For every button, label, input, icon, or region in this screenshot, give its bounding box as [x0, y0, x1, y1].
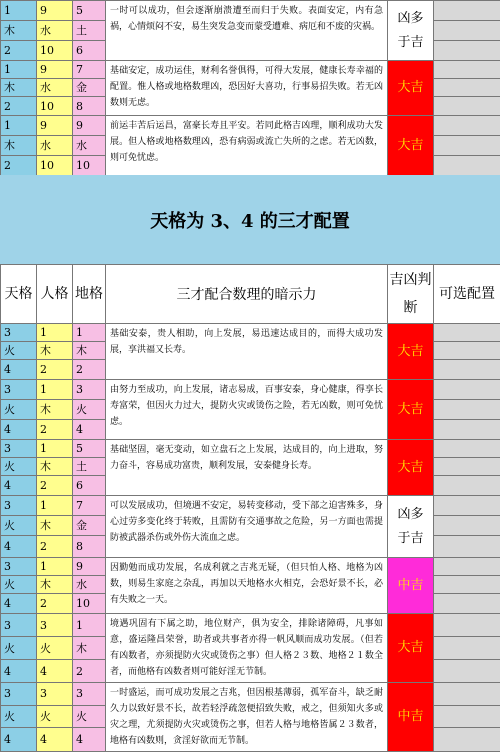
- main-config-table: [0, 264, 500, 752]
- config-number-cell: 2: [1, 97, 37, 116]
- config-number-cell: 火: [37, 705, 73, 728]
- config-number-cell: 6: [73, 41, 106, 61]
- optional-cell: [434, 1, 500, 21]
- config-number-cell: 3: [37, 614, 73, 637]
- optional-cell: [434, 116, 500, 136]
- config-number-cell: 8: [73, 97, 106, 116]
- config-number-cell: 10: [37, 41, 73, 61]
- config-description: 由努力至成功，向上发展，诸志易成，百事安泰，身心健康，得享长寿富荣，但因火力过大，提防火灾或烫伤之险，若无凶数，则可免忧虑。: [106, 380, 388, 440]
- config-number-cell: 1: [37, 496, 73, 516]
- config-number-cell: 4: [1, 536, 37, 558]
- config-number-cell: 10: [37, 156, 73, 176]
- optional-cell: [434, 476, 500, 496]
- config-number-cell: 木: [37, 516, 73, 536]
- config-number-cell: 9: [37, 1, 73, 21]
- optional-cell: [434, 496, 500, 516]
- header-optional: 可选配置: [434, 265, 500, 324]
- section-banner: [0, 175, 500, 264]
- config-row: [1, 440, 500, 458]
- config-number-cell: 火: [1, 342, 37, 360]
- optional-cell: [434, 728, 500, 752]
- config-number-cell: 7: [73, 61, 106, 79]
- optional-cell: [434, 136, 500, 156]
- judge-badge: 大吉: [388, 614, 434, 683]
- optional-cell: [434, 41, 500, 61]
- header-renge: 人格: [37, 265, 73, 324]
- config-number-cell: 1: [37, 324, 73, 342]
- optional-cell: [434, 342, 500, 360]
- config-number-cell: 火: [37, 637, 73, 660]
- optional-cell: [434, 516, 500, 536]
- config-number-cell: 木: [37, 576, 73, 594]
- config-number-cell: 4: [1, 476, 37, 496]
- config-number-cell: 3: [1, 683, 37, 706]
- config-number-cell: 1: [73, 324, 106, 342]
- config-number-cell: 水: [73, 136, 106, 156]
- config-number-cell: 3: [37, 683, 73, 706]
- optional-cell: [434, 458, 500, 476]
- config-number-cell: 木: [37, 458, 73, 476]
- config-number-cell: 水: [37, 136, 73, 156]
- config-number-cell: 2: [73, 660, 106, 683]
- optional-cell: [434, 400, 500, 420]
- config-number-cell: 10: [73, 594, 106, 614]
- judge-badge: 大吉: [388, 380, 434, 440]
- config-number-cell: 4: [1, 420, 37, 440]
- config-number-cell: 水: [37, 79, 73, 97]
- config-number-cell: 木: [73, 637, 106, 660]
- config-number-cell: 3: [73, 380, 106, 400]
- config-number-cell: 2: [37, 476, 73, 496]
- optional-cell: [434, 420, 500, 440]
- config-number-cell: 4: [37, 660, 73, 683]
- config-description: 境遇巩固有下属之助，地位财产，俱为安全，排除诸障碍，凡事如意，盛运隆昌荣誉，助者或共事者亦得一帆风顺而成功发展。（但若有凶数者，亦须提防火灾或烫伤之事）但人格２３数、地格２１数全者，而他格有凶数者则可能好淫无节制。: [106, 614, 388, 683]
- config-number-cell: 9: [73, 558, 106, 576]
- config-number-cell: 土: [73, 458, 106, 476]
- judge-badge: 中吉: [388, 558, 434, 614]
- config-description: 因勤勉而成功发展，名成利就之吉兆无疑，（但只怕人格、地格为凶数，则易生家庭之杂乱，再加以天地格水火相克，会恐好景不长，必有失败之一天。: [106, 558, 388, 614]
- config-number-cell: 9: [37, 61, 73, 79]
- config-number-cell: 3: [1, 380, 37, 400]
- table-header-row: [1, 265, 500, 324]
- optional-cell: [434, 576, 500, 594]
- top-config-row: [1, 61, 500, 79]
- config-number-cell: 2: [73, 360, 106, 380]
- config-number-cell: 1: [1, 116, 37, 136]
- config-row: [1, 614, 500, 637]
- judge-badge: 大吉: [388, 324, 434, 380]
- config-number-cell: 10: [73, 156, 106, 176]
- optional-cell: [434, 705, 500, 728]
- config-number-cell: 5: [73, 1, 106, 21]
- config-number-cell: 火: [1, 516, 37, 536]
- optional-cell: [434, 594, 500, 614]
- config-number-cell: 4: [37, 728, 73, 752]
- optional-cell: [434, 440, 500, 458]
- config-number-cell: 5: [73, 440, 106, 458]
- optional-cell: [434, 637, 500, 660]
- config-row: [1, 324, 500, 342]
- config-number-cell: 2: [37, 360, 73, 380]
- judge-badge: 大吉: [388, 61, 434, 116]
- config-number-cell: 3: [1, 324, 37, 342]
- config-number-cell: 木: [73, 342, 106, 360]
- optional-cell: [434, 660, 500, 683]
- config-number-cell: 土: [73, 21, 106, 41]
- judge-badge: 大吉: [388, 440, 434, 496]
- config-number-cell: 1: [37, 440, 73, 458]
- optional-cell: [434, 324, 500, 342]
- judge-badge: 凶多于吉: [388, 1, 434, 61]
- header-dige: 地格: [73, 265, 106, 324]
- config-number-cell: 火: [1, 400, 37, 420]
- config-number-cell: 1: [73, 614, 106, 637]
- optional-cell: [434, 380, 500, 400]
- config-number-cell: 3: [1, 558, 37, 576]
- config-number-cell: 1: [1, 1, 37, 21]
- config-number-cell: 金: [73, 516, 106, 536]
- optional-cell: [434, 79, 500, 97]
- config-number-cell: 3: [1, 440, 37, 458]
- header-description: 三才配合数理的暗示力: [106, 265, 388, 324]
- config-number-cell: 1: [37, 380, 73, 400]
- config-number-cell: 4: [73, 728, 106, 752]
- config-number-cell: 4: [73, 420, 106, 440]
- config-number-cell: 2: [37, 594, 73, 614]
- optional-cell: [434, 683, 500, 706]
- config-number-cell: 2: [1, 41, 37, 61]
- section-title: 天格为 3、4 的三才配置: [150, 207, 350, 233]
- config-row: [1, 496, 500, 516]
- config-number-cell: 火: [73, 400, 106, 420]
- config-number-cell: 1: [1, 61, 37, 79]
- config-number-cell: 4: [1, 360, 37, 380]
- config-number-cell: 9: [37, 116, 73, 136]
- judge-badge: 中吉: [388, 683, 434, 752]
- config-number-cell: 水: [73, 576, 106, 594]
- config-number-cell: 水: [37, 21, 73, 41]
- optional-cell: [434, 558, 500, 576]
- config-number-cell: 火: [1, 705, 37, 728]
- optional-cell: [434, 156, 500, 176]
- config-description: 基础安泰，贵人相助，向上发展，易迅速达成目的，而得大成功发展，享洪福又长寿。: [106, 324, 388, 380]
- judge-badge: 大吉: [388, 116, 434, 176]
- top-config-table: [0, 0, 500, 176]
- config-number-cell: 2: [37, 536, 73, 558]
- optional-cell: [434, 614, 500, 637]
- config-number-cell: 木: [1, 21, 37, 41]
- header-tiange: 天格: [1, 265, 37, 324]
- config-number-cell: 金: [73, 79, 106, 97]
- optional-cell: [434, 61, 500, 79]
- config-number-cell: 3: [1, 496, 37, 516]
- config-description: 基础安定，成功运佳，财利名誉俱得，可得大发展，健康长寿幸福的配置。惟人格或地格数理凶，恐因好大喜功，行事易招失败。若无凶数则无虑。: [106, 61, 388, 116]
- config-number-cell: 8: [73, 536, 106, 558]
- judge-badge: 凶多于吉: [388, 496, 434, 558]
- optional-cell: [434, 536, 500, 558]
- top-config-row: [1, 116, 500, 136]
- config-description: 基础坚固，毫无变动，如立盘石之上发展，达成目的，向上进取，努力奋斗，容易成功富贵，顺利发展，安泰健身长寿。: [106, 440, 388, 496]
- optional-cell: [434, 21, 500, 41]
- config-row: [1, 683, 500, 706]
- optional-cell: [434, 360, 500, 380]
- config-description: 前运丰苦后运昌，富豪长寿且平安。若同此格吉凶理，顺利成功大发展。但人格或地格数理凶，恐有病弱或流亡失所的之虑。若无凶数，则可免忧虑。: [106, 116, 388, 176]
- config-row: [1, 380, 500, 400]
- top-config-row: [1, 1, 500, 21]
- config-number-cell: 1: [37, 558, 73, 576]
- config-number-cell: 3: [1, 614, 37, 637]
- config-number-cell: 火: [1, 637, 37, 660]
- config-number-cell: 4: [1, 594, 37, 614]
- config-number-cell: 10: [37, 97, 73, 116]
- config-number-cell: 3: [73, 683, 106, 706]
- config-number-cell: 4: [1, 660, 37, 683]
- config-number-cell: 木: [1, 136, 37, 156]
- config-number-cell: 木: [1, 79, 37, 97]
- config-number-cell: 7: [73, 496, 106, 516]
- config-description: 一时盛运，而可成功发展之吉兆，但因根基薄弱，孤军奋斗，缺乏耐久力以致好景不长，故若轻浮疏忽便招致失败，戒之，但须知火多或灾之理，尤须提防火灾或烫伤之事，但若人格与地格皆属２３数者，地格有凶数则，贪淫好欲而无节制。: [106, 683, 388, 752]
- config-number-cell: 4: [1, 728, 37, 752]
- config-number-cell: 木: [37, 400, 73, 420]
- config-description: 可以发展成功，但境遇不安定，易转变移动，受下部之迫害殊多，身心过劳多变化终于转败，且需防有交通事故之危险，另一方面也需提防被武器杀伤或外伤大流血之虑。: [106, 496, 388, 558]
- config-description: 一时可以成功，但会逐渐崩溃遭至而归于失败。表面安定，内有急祸，心情烦闷不安，易生突发急变而蒙受遭难、病厄和不废的灾祸。: [106, 1, 388, 61]
- config-number-cell: 火: [1, 458, 37, 476]
- config-number-cell: 火: [1, 576, 37, 594]
- optional-cell: [434, 97, 500, 116]
- config-number-cell: 6: [73, 476, 106, 496]
- header-judge: 吉凶判断: [388, 265, 434, 324]
- config-number-cell: 2: [1, 156, 37, 176]
- config-number-cell: 木: [37, 342, 73, 360]
- config-number-cell: 9: [73, 116, 106, 136]
- config-number-cell: 火: [73, 705, 106, 728]
- config-row: [1, 558, 500, 576]
- config-number-cell: 2: [37, 420, 73, 440]
